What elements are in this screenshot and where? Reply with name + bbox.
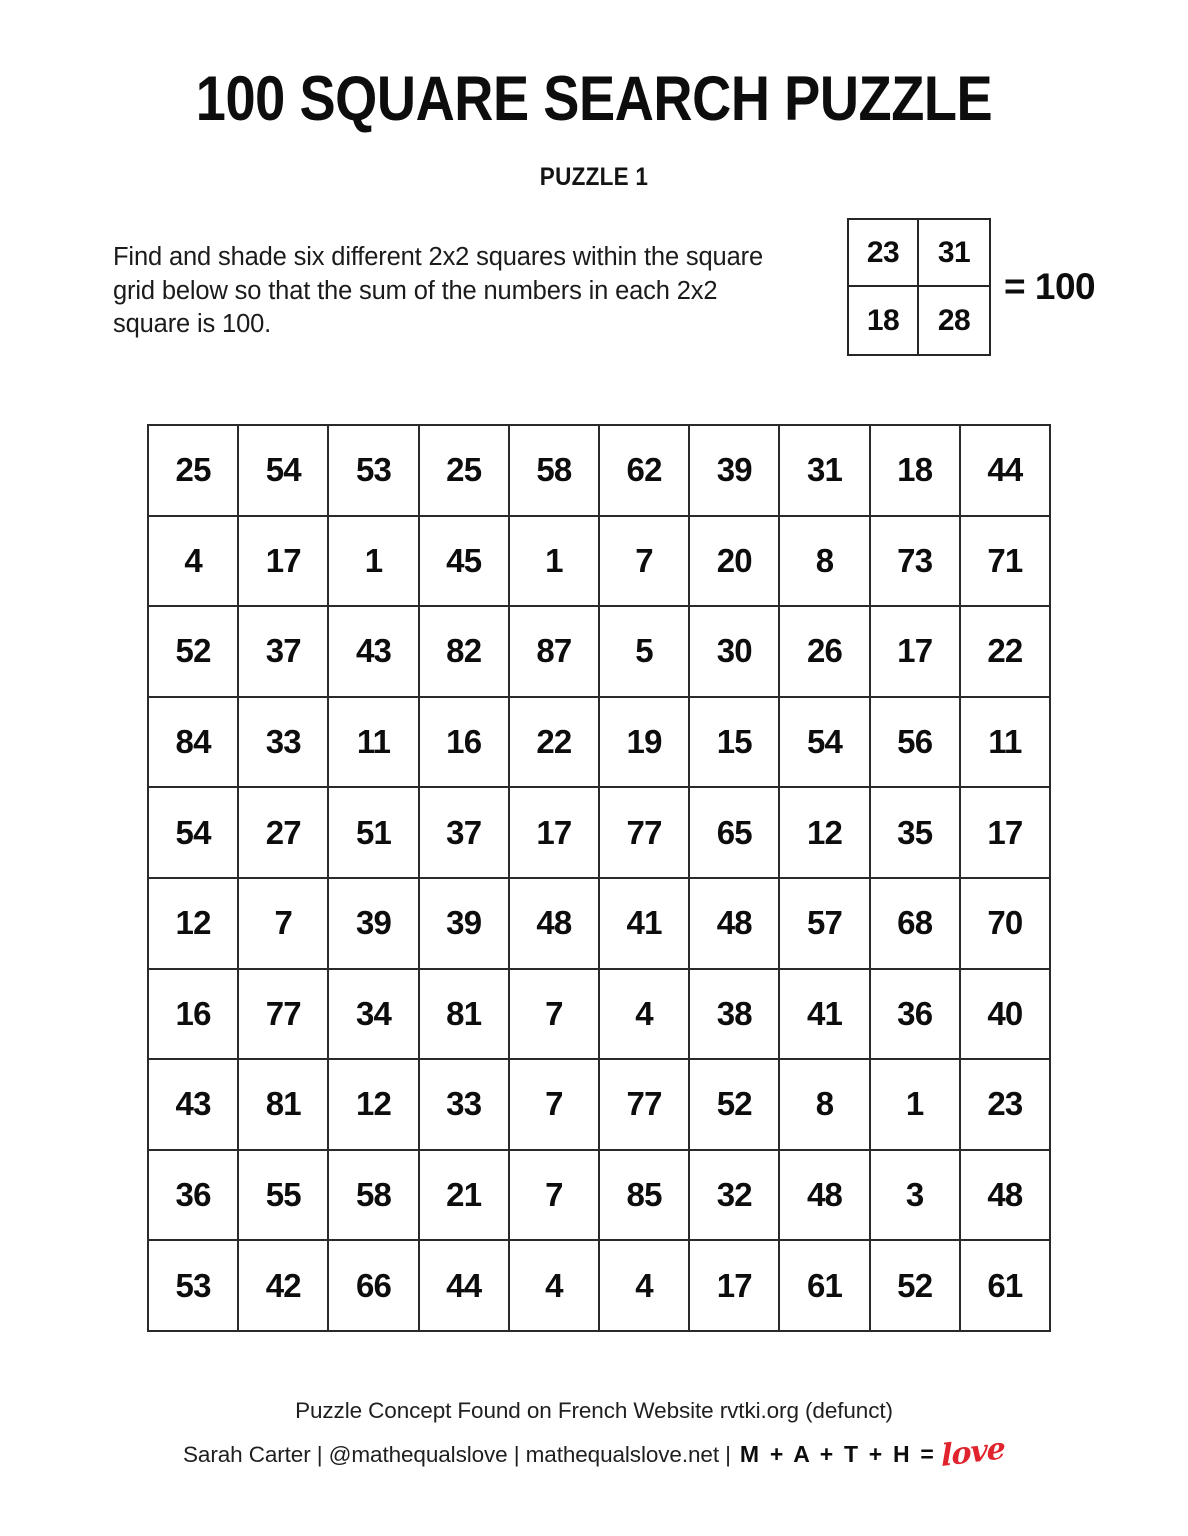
- grid-cell[interactable]: 25: [420, 426, 510, 517]
- grid-cell[interactable]: 48: [961, 1151, 1051, 1242]
- grid-cell[interactable]: 39: [329, 879, 419, 970]
- grid-cell[interactable]: 40: [961, 970, 1051, 1061]
- grid-cell[interactable]: 22: [510, 698, 600, 789]
- grid-cell[interactable]: 45: [420, 517, 510, 608]
- grid-cell[interactable]: 8: [780, 517, 870, 608]
- grid-cell[interactable]: 1: [329, 517, 419, 608]
- grid-cell[interactable]: 3: [871, 1151, 961, 1242]
- grid-cell[interactable]: 53: [149, 1241, 239, 1332]
- grid-cell[interactable]: 20: [690, 517, 780, 608]
- grid-cell[interactable]: 48: [690, 879, 780, 970]
- grid-cell[interactable]: 62: [600, 426, 690, 517]
- grid-cell[interactable]: 39: [420, 879, 510, 970]
- grid-cell[interactable]: 87: [510, 607, 600, 698]
- grid-cell[interactable]: 32: [690, 1151, 780, 1242]
- example-cell: 18: [849, 287, 919, 354]
- grid-cell[interactable]: 5: [600, 607, 690, 698]
- grid-cell[interactable]: 37: [239, 607, 329, 698]
- grid-cell[interactable]: 52: [149, 607, 239, 698]
- grid-cell[interactable]: 77: [239, 970, 329, 1061]
- grid-cell[interactable]: 4: [510, 1241, 600, 1332]
- grid-cell[interactable]: 34: [329, 970, 419, 1061]
- grid-cell[interactable]: 30: [690, 607, 780, 698]
- grid-cell[interactable]: 22: [961, 607, 1051, 698]
- grid-cell[interactable]: 37: [420, 788, 510, 879]
- grid-cell[interactable]: 53: [329, 426, 419, 517]
- grid-cell[interactable]: 38: [690, 970, 780, 1061]
- grid-cell[interactable]: 11: [329, 698, 419, 789]
- grid-cell[interactable]: 77: [600, 1060, 690, 1151]
- grid-cell[interactable]: 7: [510, 970, 600, 1061]
- footer-credit-text: Sarah Carter | @mathequalslove | mathequalslove.net |: [183, 1442, 731, 1467]
- grid-cell[interactable]: 41: [600, 879, 690, 970]
- grid-cell[interactable]: 7: [510, 1151, 600, 1242]
- footer-credit-row: [0, 1431, 1188, 1474]
- example-sum-label: = 100: [1004, 266, 1096, 307]
- grid-cell[interactable]: 73: [871, 517, 961, 608]
- grid-cell[interactable]: 17: [239, 517, 329, 608]
- grid-cell[interactable]: 1: [871, 1060, 961, 1151]
- grid-cell[interactable]: 85: [600, 1151, 690, 1242]
- grid-cell[interactable]: 44: [420, 1241, 510, 1332]
- grid-cell[interactable]: 81: [420, 970, 510, 1061]
- grid-cell[interactable]: 43: [329, 607, 419, 698]
- grid-cell[interactable]: 19: [600, 698, 690, 789]
- grid-cell[interactable]: 48: [780, 1151, 870, 1242]
- footer-source-note: Puzzle Concept Found on French Website rvtki.org (defunct): [295, 1398, 893, 1423]
- math-equals-love-logo-text: M + A + T + H =: [739, 1441, 937, 1467]
- grid-cell[interactable]: 77: [600, 788, 690, 879]
- grid-cell[interactable]: 61: [780, 1241, 870, 1332]
- grid-cell[interactable]: 54: [780, 698, 870, 789]
- grid-cell[interactable]: 4: [600, 1241, 690, 1332]
- grid-cell[interactable]: 44: [961, 426, 1051, 517]
- grid-cell[interactable]: 4: [600, 970, 690, 1061]
- grid-cell[interactable]: 66: [329, 1241, 419, 1332]
- grid-cell[interactable]: 70: [961, 879, 1051, 970]
- grid-cell[interactable]: 52: [690, 1060, 780, 1151]
- grid-cell[interactable]: 26: [780, 607, 870, 698]
- grid-cell[interactable]: 65: [690, 788, 780, 879]
- grid-cell[interactable]: 71: [961, 517, 1051, 608]
- grid-cell[interactable]: 18: [871, 426, 961, 517]
- grid-cell[interactable]: 17: [871, 607, 961, 698]
- grid-cell[interactable]: 58: [329, 1151, 419, 1242]
- puzzle-grid[interactable]: [147, 424, 1051, 1332]
- grid-cell[interactable]: 23: [961, 1060, 1051, 1151]
- grid-cell[interactable]: 82: [420, 607, 510, 698]
- grid-cell[interactable]: 33: [239, 698, 329, 789]
- example-cell: 31: [919, 220, 989, 287]
- page-title: 100 SQUARE SEARCH PUZZLE: [195, 64, 993, 134]
- grid-cell[interactable]: 51: [329, 788, 419, 879]
- puzzle-number-subtitle: PUZZLE 1: [539, 163, 649, 191]
- grid-cell[interactable]: 1: [510, 517, 600, 608]
- grid-cell[interactable]: 33: [420, 1060, 510, 1151]
- grid-cell[interactable]: 25: [149, 426, 239, 517]
- grid-cell[interactable]: 12: [780, 788, 870, 879]
- grid-cell[interactable]: 17: [510, 788, 600, 879]
- instructions-text: Find and shade six different 2x2 squares within the square grid below so that the sum of the numbers in each 2x2 square is 100.: [113, 243, 763, 338]
- example-2x2-grid: [847, 218, 991, 356]
- grid-cell[interactable]: 7: [600, 517, 690, 608]
- grid-cell[interactable]: 17: [961, 788, 1051, 879]
- grid-cell[interactable]: 16: [420, 698, 510, 789]
- grid-cell[interactable]: 43: [149, 1060, 239, 1151]
- grid-cell[interactable]: 58: [510, 426, 600, 517]
- grid-cell[interactable]: 16: [149, 970, 239, 1061]
- example-sum-illustration: [847, 218, 1095, 356]
- grid-cell[interactable]: 48: [510, 879, 600, 970]
- grid-cell[interactable]: 81: [239, 1060, 329, 1151]
- grid-cell[interactable]: 56: [871, 698, 961, 789]
- grid-cell[interactable]: 41: [780, 970, 870, 1061]
- grid-cell[interactable]: 54: [239, 426, 329, 517]
- grid-cell[interactable]: 52: [871, 1241, 961, 1332]
- grid-cell[interactable]: 39: [690, 426, 780, 517]
- grid-cell[interactable]: 35: [871, 788, 961, 879]
- love-script-logo: love: [940, 1431, 1006, 1474]
- grid-cell[interactable]: 54: [149, 788, 239, 879]
- grid-cell[interactable]: 11: [961, 698, 1051, 789]
- grid-cell[interactable]: 36: [871, 970, 961, 1061]
- example-cell: 23: [849, 220, 919, 287]
- grid-cell[interactable]: 61: [961, 1241, 1051, 1332]
- grid-cell[interactable]: 27: [239, 788, 329, 879]
- grid-cell[interactable]: 7: [239, 879, 329, 970]
- grid-cell[interactable]: 21: [420, 1151, 510, 1242]
- grid-cell[interactable]: 55: [239, 1151, 329, 1242]
- grid-cell[interactable]: 84: [149, 698, 239, 789]
- grid-cell[interactable]: 31: [780, 426, 870, 517]
- grid-cell[interactable]: 17: [690, 1241, 780, 1332]
- grid-cell[interactable]: 7: [510, 1060, 600, 1151]
- grid-cell[interactable]: 4: [149, 517, 239, 608]
- footer: [0, 1396, 1188, 1474]
- grid-cell[interactable]: 12: [149, 879, 239, 970]
- grid-cell[interactable]: 36: [149, 1151, 239, 1242]
- grid-cell[interactable]: 42: [239, 1241, 329, 1332]
- grid-cell[interactable]: 12: [329, 1060, 419, 1151]
- example-cell: 28: [937, 303, 971, 337]
- grid-cell[interactable]: 68: [871, 879, 961, 970]
- grid-cell[interactable]: 8: [780, 1060, 870, 1151]
- grid-cell[interactable]: 57: [780, 879, 870, 970]
- grid-cell[interactable]: 15: [690, 698, 780, 789]
